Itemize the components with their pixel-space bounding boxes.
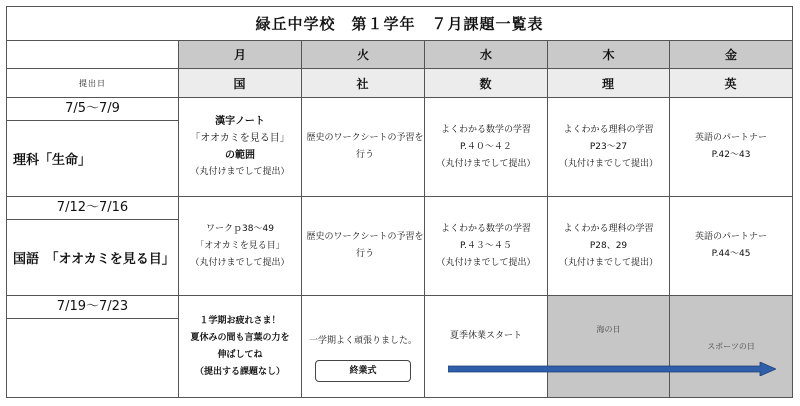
task-line: P.４０〜４２ bbox=[460, 141, 512, 152]
week-label-cell bbox=[7, 197, 179, 296]
task-line: の範囲 bbox=[225, 150, 255, 161]
holiday-label: 海の日 bbox=[596, 324, 621, 334]
task-line: ワークｐ38〜49 bbox=[206, 223, 274, 234]
subject-thu: 理 bbox=[548, 69, 670, 98]
task-fri bbox=[670, 197, 793, 296]
week-label-cell bbox=[7, 98, 179, 197]
task-line: 行う bbox=[355, 249, 374, 259]
task-mon bbox=[179, 98, 302, 197]
day-mon: 月 bbox=[179, 41, 302, 69]
task-line: よくわかる数学の学習 bbox=[440, 223, 531, 234]
task-wed bbox=[425, 296, 548, 398]
task-fri bbox=[670, 296, 793, 398]
task-line: 「オオカミを見る目」 bbox=[190, 133, 290, 144]
task-line: P23〜27 bbox=[589, 141, 628, 152]
subject-tue: 社 bbox=[302, 69, 425, 98]
task-line: 伸ばしてね bbox=[217, 349, 263, 360]
week-topic: 国語 「オオカミを見る目」 bbox=[13, 252, 175, 267]
subject-fri: 英 bbox=[670, 69, 793, 98]
task-line: （丸付けまでして提出） bbox=[190, 257, 290, 268]
end-ceremony-badge: 終業式 bbox=[315, 360, 411, 382]
task-line: 歴史のワークシートの予習を bbox=[306, 133, 424, 143]
task-line: （丸付けまでして提出） bbox=[558, 257, 658, 268]
summer-break-label: 夏季休業スタート bbox=[449, 331, 522, 341]
week-dates: 7/12〜7/16 bbox=[7, 197, 178, 220]
task-line: 夏休みの間も言葉の力を bbox=[190, 332, 290, 343]
task-line: よくわかる理科の学習 bbox=[563, 124, 654, 135]
task-thu bbox=[548, 197, 670, 296]
task-line: 行う bbox=[355, 150, 374, 160]
task-line: （丸付けまでして提出） bbox=[436, 257, 536, 268]
subject-wed: 数 bbox=[425, 69, 548, 98]
corner-cell bbox=[7, 41, 179, 69]
task-line: よくわかる数学の学習 bbox=[440, 124, 531, 135]
task-line: 英語のパートナー bbox=[695, 133, 768, 143]
week-row bbox=[7, 296, 793, 398]
week-row bbox=[7, 98, 793, 197]
task-tue bbox=[302, 98, 425, 197]
week-dates: 7/5〜7/9 bbox=[7, 98, 178, 121]
task-tue bbox=[302, 296, 425, 398]
week-label-cell bbox=[7, 296, 179, 398]
task-tue bbox=[302, 197, 425, 296]
summer-break-arrow bbox=[448, 362, 776, 376]
assignment-table bbox=[6, 6, 793, 398]
task-line: 英語のパートナー bbox=[695, 232, 768, 242]
week-topic bbox=[7, 319, 178, 397]
task-line: P.42〜43 bbox=[711, 150, 751, 160]
holiday-label: スポーツの日 bbox=[707, 342, 755, 351]
subject-mon: 国 bbox=[179, 69, 302, 98]
task-line: （丸付けまでして提出） bbox=[436, 158, 536, 169]
task-wed bbox=[425, 98, 548, 197]
task-thu bbox=[548, 98, 670, 197]
task-mon bbox=[179, 197, 302, 296]
week-topic: 理科「生命」 bbox=[13, 153, 92, 168]
task-line: よくわかる理科の学習 bbox=[563, 223, 654, 234]
task-fri bbox=[670, 98, 793, 197]
task-line: P28、29 bbox=[589, 240, 628, 251]
day-fri: 金 bbox=[670, 41, 793, 69]
week-row bbox=[7, 197, 793, 296]
task-line: 「オオカミを見る目」 bbox=[195, 240, 285, 251]
task-line: P.４３〜４５ bbox=[460, 240, 512, 251]
task-line: １学期お疲れさま！ bbox=[199, 315, 281, 326]
day-wed: 水 bbox=[425, 41, 548, 69]
task-line: 歴史のワークシートの予習を bbox=[306, 232, 424, 242]
day-tue: 火 bbox=[302, 41, 425, 69]
task-line: 一学期よく頑張りました。 bbox=[308, 336, 417, 346]
task-line: （丸付けまでして提出） bbox=[190, 167, 290, 177]
day-thu: 木 bbox=[548, 41, 670, 69]
task-line: （提出する課題なし） bbox=[194, 366, 285, 377]
submit-date-label: 提出日 bbox=[7, 69, 179, 98]
week-dates: 7/19〜7/23 bbox=[7, 296, 178, 319]
page-title: 緑丘中学校 第１学年 ７月課題一覧表 bbox=[7, 7, 793, 41]
task-line: （丸付けまでして提出） bbox=[558, 158, 658, 169]
task-thu bbox=[548, 296, 670, 398]
task-wed bbox=[425, 197, 548, 296]
task-line: 漢字ノート bbox=[215, 116, 265, 127]
task-line: P.44〜45 bbox=[711, 249, 751, 259]
task-mon bbox=[179, 296, 302, 398]
